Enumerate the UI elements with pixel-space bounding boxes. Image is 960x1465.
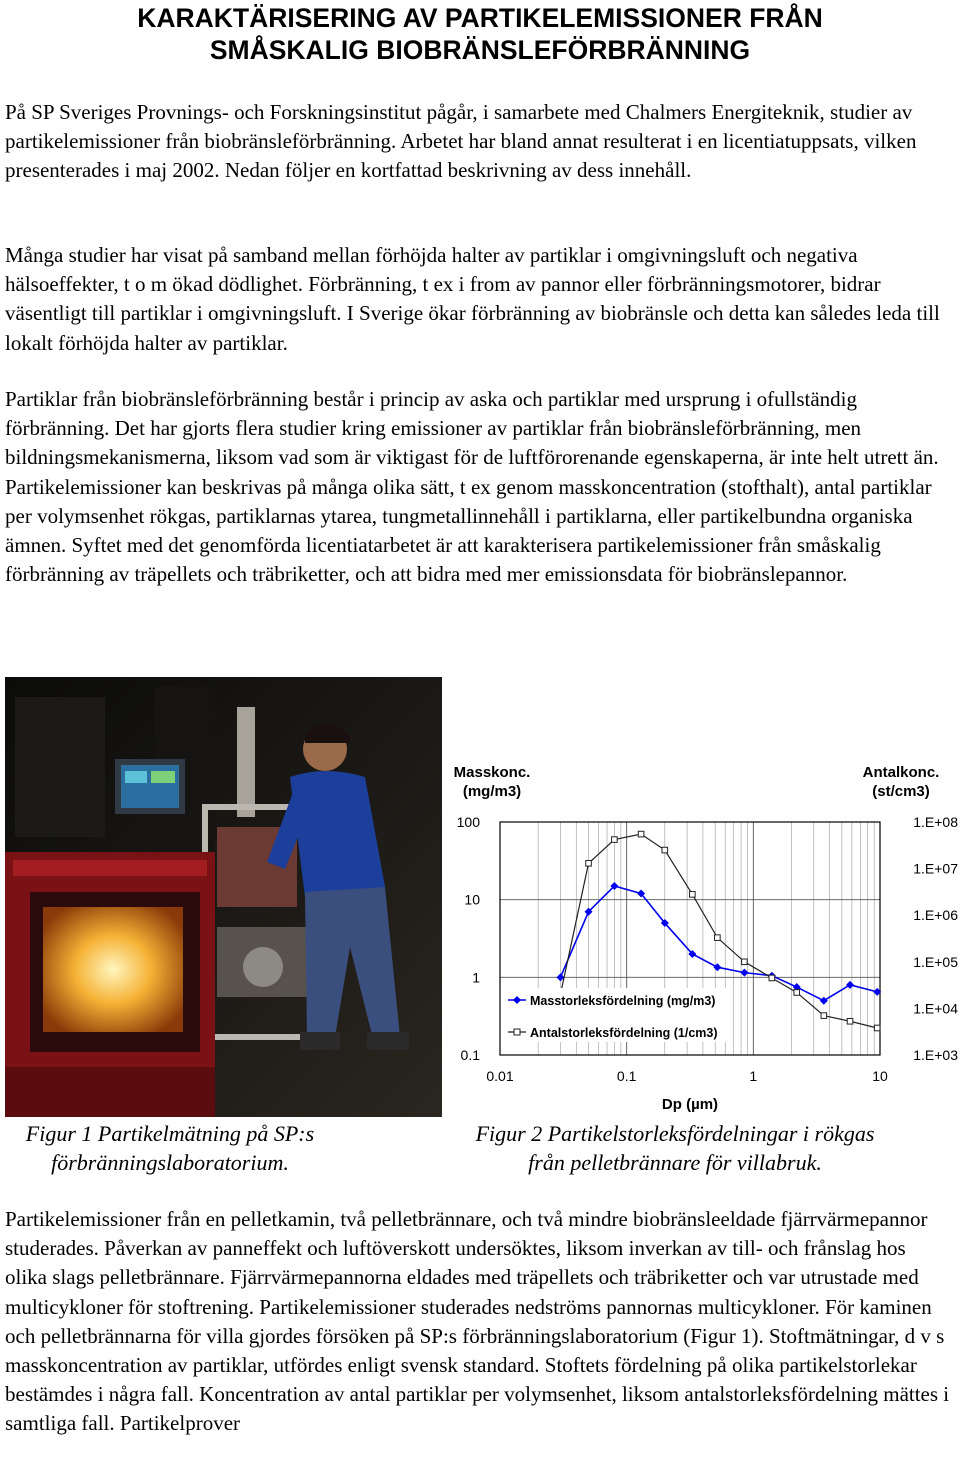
x-tick-label: 0.01	[486, 1068, 514, 1084]
data-point-number	[638, 831, 644, 837]
data-point-mass	[820, 997, 828, 1005]
paragraph-experiments: Partikelemissioner från en pelletkamin, två pelletbrännare, och två mindre biobränsleeldade fjärrvärmepannor studerades. Påverkan av panneffekt och luftöverskott undersöktes, liksom inverkan av till- och frånslag hos olika slags pelletbrännare. Fjärrvärmepannorna eldades med träpellets och träbriketter och var utrustade med multicykloner för stoftrening. Partikelemissioner studerades nedströms pannornas multicykloner. För kaminen och pelletbrännarna för villa gjordes försöken på SP:s förbränningslaboratorium (Figur 1). Stoftmätningar, d v s masskoncentration av partiklar, utfördes enligt svensk standard. Stoftets fördelning på olika partikelstorlekar bestämdes i några fall. Koncentration av antal partiklar per volymsenhet, liksom antalstorleksfördelning mättes i samtliga fall. Partikelprover	[5, 1207, 950, 1436]
figure1-photo	[5, 677, 442, 1117]
figure1-caption-line2: förbränningslaboratorium.	[51, 1150, 289, 1175]
right-tick-label: 1.E+06	[913, 907, 958, 924]
data-point-mass	[713, 963, 721, 971]
data-point-mass	[846, 981, 854, 989]
figure2-chart	[440, 750, 960, 1120]
data-point-number	[715, 935, 721, 941]
figure2-caption	[440, 1119, 910, 1177]
data-point-number	[821, 1013, 827, 1019]
x-tick-label: 10	[872, 1068, 888, 1084]
left-axis-ticks	[457, 814, 481, 1063]
paragraph-health-effects: Många studier har visat på samband mellan förhöjda halter av partiklar i omgivningsluft och negativa hälsoeffekter, t o m ökad dödlighet. Förbränning, t ex i from av pannor eller förbränningsmotorer, bidrar väsentligt till partiklar i omgivningsluft. I Sverige ökar förbränning av biobränsle och detta kan således leda till lokalt förhöjda halter av partiklar.	[5, 243, 940, 355]
left-tick-label: 10	[464, 891, 480, 908]
paragraph-intro: På SP Sveriges Provnings- och Forskningsinstitut pågår, i samarbete med Chalmers Energiteknik, studier av partikelemissioner från biobränsleförbränning. Arbetet har bland annat resulterat i en licentiatuppsats, vilken presenterades i maj 2002. Nedan följer en kortfattad beskrivning av dess innehåll.	[5, 100, 917, 183]
figure1-caption	[0, 1119, 340, 1177]
legend-marker-number	[514, 1029, 520, 1035]
x-axis-ticks	[486, 1068, 888, 1084]
lab-photo-illustration	[5, 677, 442, 1117]
document-title	[0, 2, 960, 66]
figure2-caption-line1: Figur 2 Partikelstorleksfördelningar i rökgas	[475, 1121, 875, 1146]
right-tick-label: 1.E+08	[913, 814, 958, 830]
paragraph-particle-types: Partiklar från biobränsleförbränning består i princip av aska och partiklar med ursprung i ofullständig förbränning. Det har gjorts flera studier kring emissioner av partiklar från biobränsleförbränning, men bildningsmekanismerna, liksom vad som är viktigast för de luftförorenande egenskaperna, är inte helt utrett än. Partikelemissioner kan beskrivas på många olika sätt, t ex genom masskoncentration (stofthalt), antal partiklar per volymsenhet rökgas, partiklarnas ytarea, tungmetallinnehåll i partiklarna, eller partikelbundna organiska ämnen. Syftet med det genomförda licentiatarbetet är att karakterisera partikelemissioner från småskalig förbränning av träpellets och träbriketter, och att bidra med mer emissionsdata för biobränslepannor.	[5, 387, 939, 587]
left-tick-label: 1	[472, 969, 480, 986]
title-line-1: KARAKTÄRISERING AV PARTIKELEMISSIONER FRÅN	[137, 3, 823, 33]
chart-legend	[502, 988, 727, 1042]
left-tick-label: 100	[456, 814, 480, 830]
figure1-caption-line1: Figur 1 Partikelmätning på SP:s	[25, 1121, 315, 1146]
right-tick-label: 1.E+07	[913, 860, 958, 877]
left-axis-label: Masskonc.	[453, 764, 531, 781]
legend-label-mass: Masstorleksfördelning (mg/m3)	[530, 994, 716, 1008]
right-tick-label: 1.E+04	[913, 1000, 958, 1017]
data-point-number	[794, 990, 800, 996]
data-point-number	[690, 892, 696, 898]
data-point-number	[769, 975, 775, 981]
legend-label-number: Antalstorleksfördelning (1/cm3)	[530, 1026, 718, 1040]
right-tick-label: 1.E+05	[913, 953, 958, 970]
particle-size-chart	[440, 750, 960, 1120]
data-point-number	[662, 847, 668, 853]
right-axis-unit: (st/cm3)	[872, 783, 930, 800]
data-point-mass	[740, 969, 748, 977]
figure2-caption-line2: från pelletbrännare för villabruk.	[528, 1150, 822, 1175]
right-tick-label: 1.E+03	[913, 1047, 958, 1063]
x-tick-label: 1	[749, 1068, 758, 1084]
data-point-number	[586, 860, 592, 866]
right-axis-label: Antalkonc.	[862, 764, 940, 781]
right-axis-ticks	[913, 814, 958, 1063]
data-point-number	[612, 837, 618, 843]
data-point-number	[847, 1018, 853, 1024]
left-axis-unit: (mg/m3)	[462, 783, 522, 800]
left-tick-label: 0.1	[460, 1047, 480, 1063]
title-line-2: SMÅSKALIG BIOBRÄNSLEFÖRBRÄNNING	[209, 35, 751, 65]
x-tick-label: 0.1	[616, 1068, 637, 1084]
data-point-number	[742, 959, 748, 965]
x-axis-label: Dp (µm)	[661, 1096, 719, 1113]
data-point-number	[874, 1025, 880, 1031]
